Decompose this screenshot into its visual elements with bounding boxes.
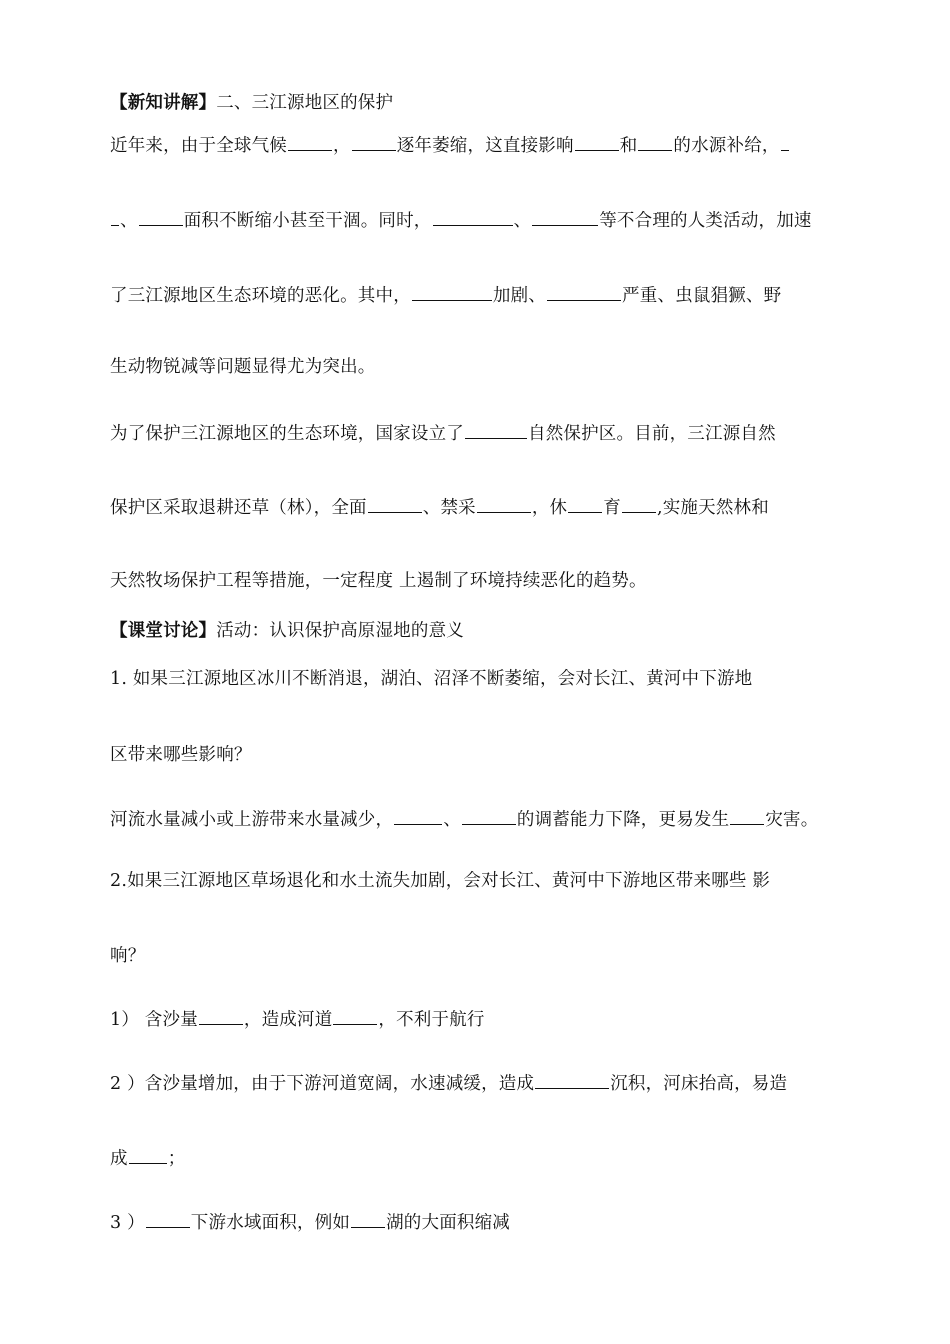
fill-blank[interactable] (547, 282, 621, 301)
text-segment: 、禁采 (422, 498, 476, 518)
text-segment: ，休 (531, 498, 568, 518)
fill-blank[interactable] (535, 1070, 609, 1089)
fill-blank[interactable] (111, 207, 119, 226)
fill-blank[interactable] (129, 1145, 167, 1164)
section-tag: 【新知讲解】 (110, 93, 217, 113)
fill-blank[interactable] (412, 282, 492, 301)
fill-blank[interactable] (199, 1006, 243, 1025)
fill-blank[interactable] (465, 420, 527, 439)
section-heading-new-knowledge (110, 91, 393, 115)
text-segment: 、 (120, 211, 138, 231)
text-segment: 、 (443, 810, 461, 830)
fill-blank[interactable] (462, 806, 516, 825)
text-segment: 沉积，河床抬高，易造 (610, 1074, 788, 1094)
text-segment: 河流水量减小或上游带来水量减少， (110, 810, 394, 830)
question-2-line: 响？ (110, 946, 146, 966)
text-segment: 育 (603, 498, 621, 518)
question-1-line: 区带来哪些影响？ (110, 745, 252, 765)
section-heading-class-discussion (110, 619, 464, 643)
fill-blank[interactable] (638, 132, 672, 151)
paragraph-line: 天然牧场保护工程等措施，一定程度 上遏制了环境持续恶化的趋势。 (110, 571, 647, 591)
text-segment: ,实施天然林和 (656, 498, 769, 518)
text-segment: 、 (513, 211, 532, 231)
paragraph-line (110, 207, 812, 233)
question-1-line: 1. 如果三江源地区冰川不断消退，湖泊、沼泽不断萎缩，会对长江、黄河中下游地 (110, 669, 753, 689)
text-segment: 3 ） (110, 1213, 145, 1233)
text-segment: 自然保护区。目前，三江源自然 (528, 424, 776, 444)
paragraph-line (110, 132, 790, 158)
text-segment: ，造成河道 (243, 1010, 333, 1030)
fill-blank[interactable] (146, 1209, 190, 1228)
answer-2-item-3 (110, 1209, 510, 1235)
section-tag: 【课堂讨论】 (110, 621, 217, 641)
text-segment: 湖的大面积缩减 (386, 1213, 511, 1233)
answer-2-item-2-cont (110, 1145, 185, 1171)
answer-2-item-2 (110, 1070, 787, 1096)
paragraph-line (110, 282, 781, 308)
text-segment: 和 (619, 136, 638, 156)
text-segment: 的调蓄能力下降，更易发生 (516, 810, 730, 830)
text-segment: ，不利于航行 (378, 1010, 485, 1030)
question-2-line: 2.如果三江源地区草场退化和水土流失加剧，会对长江、黄河中下游地区带来哪些 影 (110, 871, 771, 891)
fill-blank[interactable] (575, 132, 619, 151)
text-segment: 1） 含沙量 (110, 1010, 198, 1030)
fill-blank[interactable] (352, 132, 396, 151)
fill-blank[interactable] (433, 207, 513, 226)
text-segment: 逐年萎缩，这直接影响 (396, 136, 574, 156)
fill-blank[interactable] (568, 494, 602, 513)
fill-blank[interactable] (368, 494, 422, 513)
fill-blank[interactable] (532, 207, 598, 226)
fill-blank[interactable] (351, 1209, 385, 1228)
fill-blank[interactable] (139, 207, 183, 226)
fill-blank[interactable] (477, 494, 531, 513)
paragraph-line (110, 420, 776, 446)
text-segment: ； (167, 1149, 186, 1169)
fill-blank[interactable] (622, 494, 656, 513)
text-segment: 严重、虫鼠猖獗、野 (622, 286, 782, 306)
text-segment: 面积不断缩小甚至干涸。同时， (183, 211, 432, 231)
text-segment: 2 ）含沙量增加，由于下游河道宽阔，水速减缓，造成 (110, 1074, 535, 1094)
fill-blank[interactable] (781, 132, 789, 151)
text-segment: 保护区采取退耕还草（林），全面 (110, 498, 367, 518)
text-segment: ， (333, 136, 351, 156)
text-segment: 近年来，由于全球气候 (110, 136, 287, 156)
paragraph-line (110, 494, 769, 520)
text-segment: 等不合理的人类活动，加速 (599, 211, 812, 231)
section-title: 活动：认识保护高原湿地的意义 (216, 621, 465, 641)
paragraph-line: 生动物锐减等问题显得尤为突出。 (110, 357, 376, 377)
text-segment: 加剧、 (492, 286, 547, 306)
text-segment: 灾害。 (765, 810, 819, 830)
fill-blank[interactable] (730, 806, 764, 825)
section-title: 二、三江源地区的保护 (216, 93, 394, 113)
text-segment: 了三江源地区生态环境的恶化。其中， (110, 286, 411, 306)
text-segment: 成 (110, 1149, 128, 1169)
fill-blank[interactable] (288, 132, 332, 151)
answer-2-item-1 (110, 1006, 485, 1032)
text-segment: 的水源补给， (673, 136, 780, 156)
fill-blank[interactable] (333, 1006, 377, 1025)
text-segment: 下游水域面积，例如 (190, 1213, 351, 1233)
fill-blank[interactable] (394, 806, 442, 825)
answer-1-line (110, 806, 818, 832)
text-segment: 为了保护三江源地区的生态环境，国家设立了 (110, 424, 464, 444)
